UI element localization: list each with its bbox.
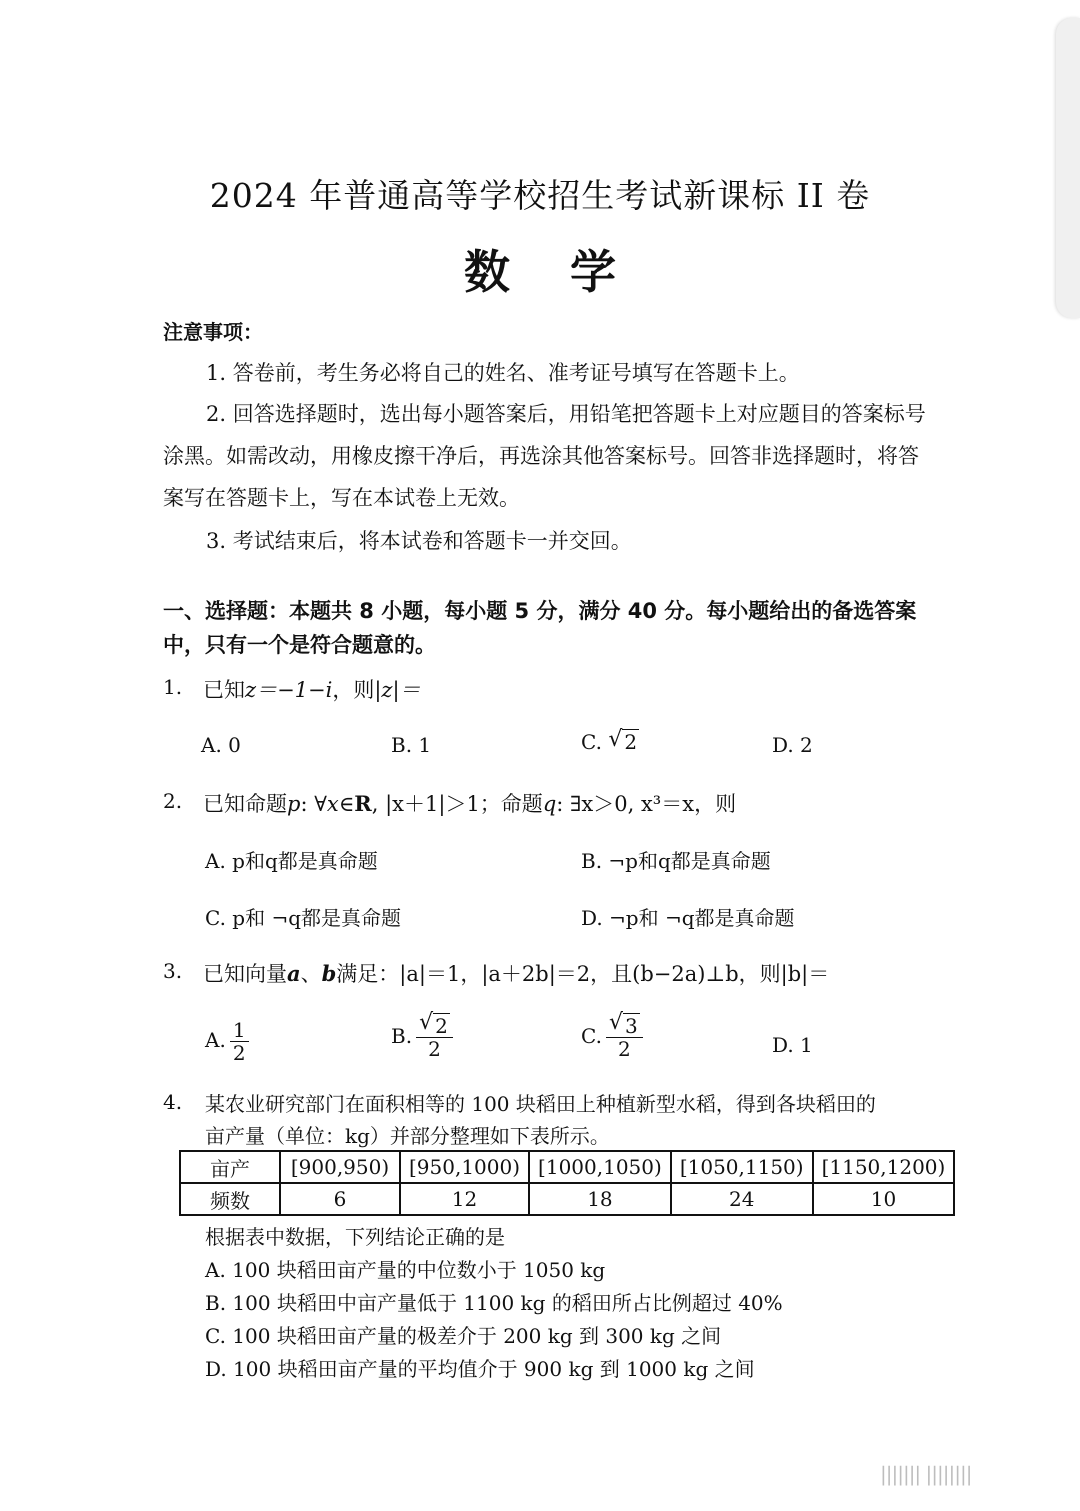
q3-stem-b: 、 <box>300 962 322 986</box>
question-4-number: 4. <box>163 1090 183 1114</box>
subject-title: 数学 <box>464 245 676 299</box>
frequency-table <box>179 1150 955 1216</box>
q3-vector-a: a <box>287 961 301 986</box>
notice-item-3: 3. 考试结束后，将本试卷和答题卡一并交回。 <box>206 529 632 553</box>
question-2-stem <box>203 788 736 818</box>
q3-option-c-label: C. <box>581 1024 602 1048</box>
fraction <box>606 1010 643 1061</box>
table-cell: 12 <box>400 1183 529 1215</box>
q3-option-b-denominator: 2 <box>428 1037 441 1061</box>
q2-stem-p: p <box>287 792 301 816</box>
question-1-stem <box>203 674 421 704</box>
q3-option-a-denominator: 2 <box>232 1041 246 1065</box>
table-cell: [1150,1200) <box>813 1151 955 1183</box>
q1-option-d-value: 2 <box>800 733 813 757</box>
table-cell: [900,950) <box>280 1151 400 1183</box>
table-cell: 24 <box>671 1183 813 1215</box>
q3-stem-a: 已知向量 <box>203 962 287 986</box>
sqrt-symbol: √ 2 <box>608 727 638 754</box>
q3-option-c <box>581 1010 643 1061</box>
q3-option-a-label: A. <box>205 1028 226 1052</box>
q4-option-d: D. 100 块稻田亩产量的平均值介于 900 kg 到 1000 kg 之间 <box>205 1357 755 1381</box>
q1-option-a-label: A. <box>201 733 222 757</box>
q2-stem-R: R <box>354 791 372 816</box>
q2-option-b: B. ¬p和q都是真命题 <box>581 849 771 873</box>
q1-option-d-label: D. <box>772 733 794 757</box>
question-4-stem-line-2: 亩产量（单位：kg）并部分整理如下表所示。 <box>205 1124 610 1148</box>
q3-option-d-label: D. <box>772 1033 794 1057</box>
q1-stem-math: z＝−1−i <box>245 678 333 702</box>
q3-option-c-numerator <box>606 1010 643 1038</box>
table-cell: [1000,1050) <box>529 1151 671 1183</box>
q1-stem-end: |z|＝ <box>374 678 421 702</box>
q2-stem-q: q <box>542 792 557 816</box>
q3-option-a <box>205 1019 249 1064</box>
q1-option-c <box>581 727 639 754</box>
question-3-stem <box>203 958 829 988</box>
question-4-prompt: 根据表中数据，下列结论正确的是 <box>205 1225 505 1249</box>
q3-stem-c: 满足：|a|＝1，|a＋2b|＝2，且(b−2a)⊥b，则|b|＝ <box>336 962 830 986</box>
table-cell: 18 <box>529 1183 671 1215</box>
q3-option-d-value: 1 <box>800 1033 813 1057</box>
table-cell: [1050,1150) <box>671 1151 813 1183</box>
notice-item-2: 2. 回答选择题时，选出每小题答案后，用铅笔把答题卡上对应题目的答案标号涂黑。如需改动，用橡皮擦干净后，再选涂其他答案标号。回答非选择题时，将答案写在答题卡上，写在本试卷上无效。 <box>163 402 926 510</box>
q3-option-c-radicand: 3 <box>624 1014 638 1038</box>
q3-option-d <box>772 1033 813 1057</box>
sqrt-symbol: √ 2 <box>419 1010 448 1038</box>
table-row-label: 亩产 <box>180 1151 280 1183</box>
fraction <box>230 1019 249 1064</box>
sqrt-symbol: √ 3 <box>608 1010 638 1038</box>
q1-option-c-radicand: 2 <box>624 730 638 754</box>
notice-heading: 注意事项： <box>163 320 263 344</box>
notice-item-1: 1. 答卷前，考生务必将自己的姓名、准考证号填写在答题卡上。 <box>206 361 800 385</box>
q3-option-b <box>391 1010 453 1061</box>
q2-option-a: A. p和q都是真命题 <box>205 849 378 873</box>
q1-option-d <box>772 733 813 757</box>
q2-option-d: D. ¬p和 ¬q都是真命题 <box>581 906 795 930</box>
question-4-stem-line-1: 某农业研究部门在面积相等的 100 块稻田上种植新型水稻，得到各块稻田的 <box>205 1092 876 1116</box>
q3-option-b-numerator <box>416 1010 453 1038</box>
table-row-label: 频数 <box>180 1183 280 1215</box>
q1-option-a <box>201 733 241 757</box>
q3-vector-b: b <box>321 961 337 986</box>
section-heading <box>163 594 933 662</box>
table-cell: 10 <box>813 1183 955 1215</box>
q3-option-b-radicand: 2 <box>435 1014 448 1038</box>
q4-option-c: C. 100 块稻田亩产量的极差介于 200 kg 到 300 kg 之间 <box>205 1324 722 1348</box>
q3-option-b-label: B. <box>391 1024 413 1048</box>
q2-stem-e: , |x＋1|＞1；命题 <box>371 792 543 816</box>
table-row <box>180 1183 954 1215</box>
question-2-number: 2. <box>163 789 183 813</box>
table-row <box>180 1151 954 1183</box>
q1-option-b-value: 1 <box>418 733 432 757</box>
q2-stem-d: ∈ <box>338 792 355 816</box>
exam-title: 2024 年普通高等学校招生考试新课标 II 卷 <box>209 176 871 215</box>
q3-option-a-numerator: 1 <box>230 1019 249 1042</box>
table-cell: 6 <box>280 1183 400 1215</box>
question-3-number: 3. <box>163 959 183 983</box>
q2-stem-a: 已知命题 <box>203 792 287 816</box>
q1-stem-mid: ，则 <box>332 678 375 702</box>
q2-option-c: C. p和 ¬q都是真命题 <box>205 906 402 930</box>
q2-stem-f: : ∃x＞0, x³＝x，则 <box>556 792 737 816</box>
q1-option-a-value: 0 <box>228 733 241 757</box>
q4-option-a: A. 100 块稻田亩产量的中位数小于 1050 kg <box>205 1258 606 1282</box>
q4-option-b: B. 100 块稻田中亩产量低于 1100 kg 的稻田所占比例超过 40% <box>205 1291 783 1315</box>
section-heading-text: 一、选择题：本题共 8 小题，每小题 5 分，满分 40 分。每小题给出的备选答案中，只有一个是符合题意的。 <box>163 599 917 657</box>
table-cell: [950,1000) <box>400 1151 529 1183</box>
q1-stem-prefix: 已知 <box>203 678 245 702</box>
q1-option-b-label: B. <box>391 733 413 757</box>
fraction <box>416 1010 453 1061</box>
q1-option-b <box>391 733 431 757</box>
watermark: ||||||| |||||||| <box>880 1462 972 1486</box>
q3-option-c-denominator: 2 <box>617 1037 631 1061</box>
q1-option-c-label: C. <box>581 730 602 754</box>
q2-stem-c: x <box>326 792 339 816</box>
q2-stem-b: : ∀ <box>300 792 327 816</box>
question-1-number: 1. <box>163 675 183 699</box>
